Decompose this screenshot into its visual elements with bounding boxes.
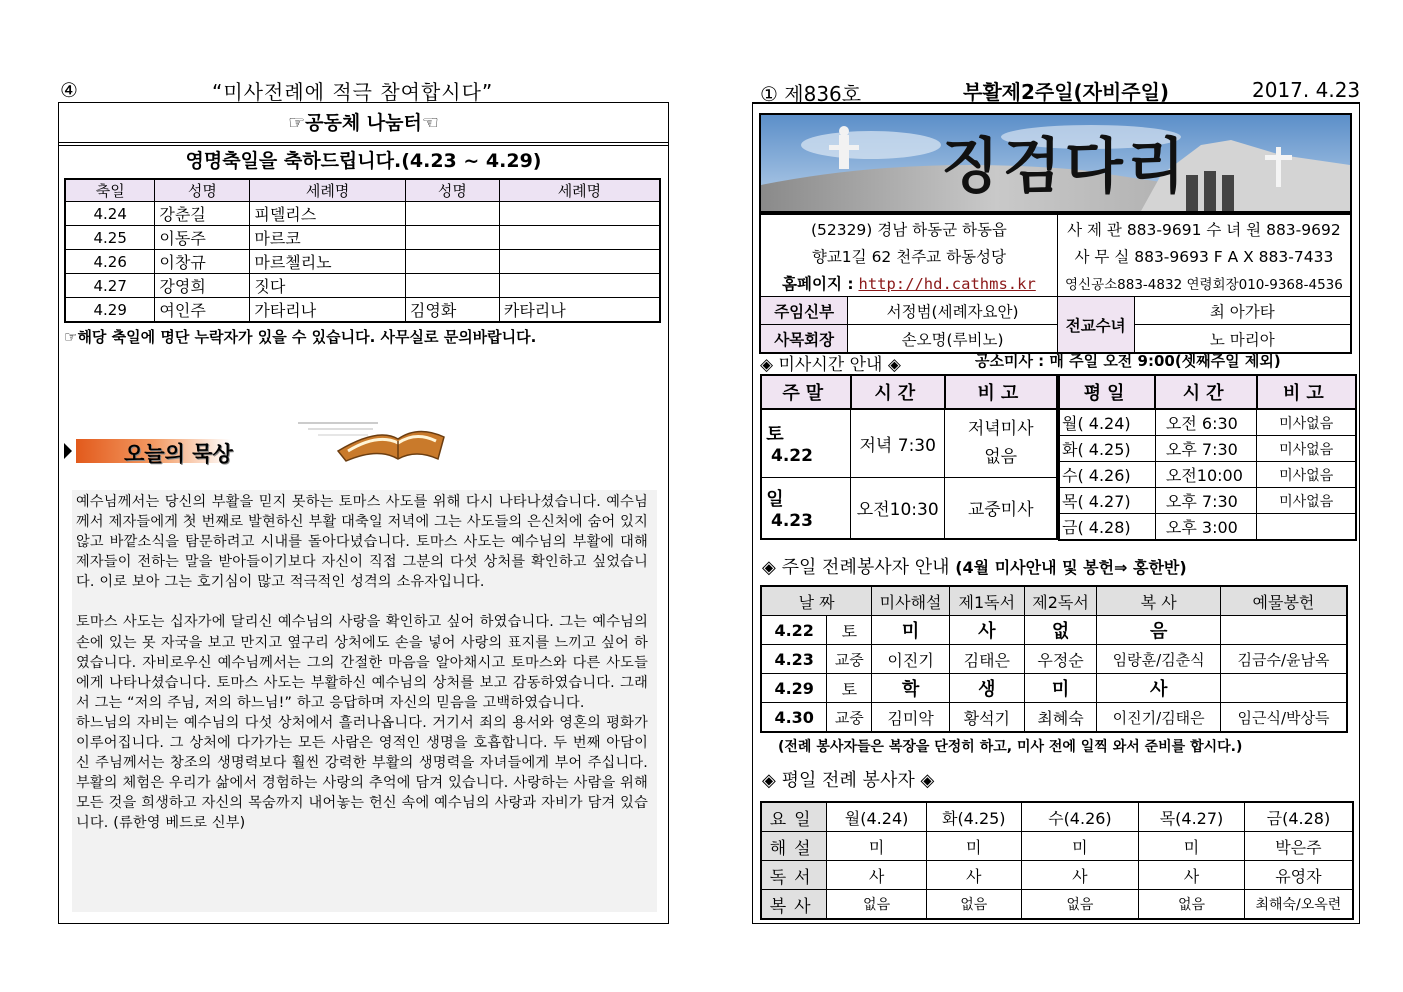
feast-name: [405, 202, 499, 226]
weekend-day-cell: [761, 477, 851, 539]
homepage-row: [760, 269, 1057, 297]
weekend-time: 오전10:30: [851, 477, 945, 539]
weekday-note: 미사없음: [1257, 409, 1356, 436]
feast-date: 4.24: [65, 202, 155, 226]
council-label: 사목회장: [760, 325, 848, 354]
weekday-servers-title: ◈ 평일 전례 봉사자 ◈: [762, 770, 935, 791]
address-line: (52329) 경남 하동군 하동읍: [760, 214, 1057, 242]
table-row: [1059, 514, 1356, 541]
servers-cell: 우정순: [1024, 645, 1097, 674]
servers-cell: 김태은: [949, 645, 1024, 674]
weekend-date: 4.22: [771, 446, 813, 467]
meditation-paragraph: 하느님의 자비는 예수님의 다섯 상처에서 흘러나옵니다. 거기서 죄의 용서와 영혼의 평화가 이루어집니다. 그 상처에 다가가는 모든 사람은 영적인 생명을 호흡합니다. 두 번째 아담이신 주님께서는 창조의 생명력보다 훨씬 강력한 부활의 생명력을 자녀들에게 부어 주십니다. 부활의 체험은 우리가 삶에서 경험하는 사랑의 추억에 담겨 있습니다. 사랑하는 사람을 위해 모든 것을 희생하고 자신의 목숨까지 내어놓는 헌신 속에 예수님의 사랑과 자비가 담겨 있습니다. (류한영 베드로 신부): [76, 714, 648, 832]
feast-header: 축일: [65, 179, 155, 202]
servers-note: (전례 봉사자들은 복장을 단정히 하고, 미사 전에 일찍 와서 준비를 합시다.): [778, 739, 1243, 755]
table-row: [65, 274, 660, 298]
weekday-servers-day: 수(4.26): [1021, 802, 1139, 832]
weekday-servers-label: 독서: [761, 861, 827, 890]
servers-date: 4.29: [761, 674, 827, 703]
servers-cell: 사: [949, 616, 1024, 645]
weekend-mass-table: [760, 374, 1058, 540]
servers-date: 4.22: [761, 616, 827, 645]
sunday-servers-table: [760, 585, 1348, 733]
feast-header: 성명: [155, 179, 250, 202]
mass-time-title: ◈ 미사시간 안내 ◈: [760, 355, 901, 375]
servers-cell: 음: [1097, 616, 1221, 645]
weekday-servers-day: 금(4.28): [1244, 802, 1353, 832]
weekend-day: 일: [766, 488, 784, 510]
weekday-servers-day: 화(4.25): [926, 802, 1021, 832]
servers-type: 토: [827, 616, 872, 645]
weekend-day-cell: [761, 409, 851, 477]
table-row: [761, 674, 1347, 703]
weekend-note: 교중미사: [945, 477, 1057, 539]
weekend-date: 4.23: [771, 510, 813, 531]
weekday-time: 오후 3:00: [1155, 514, 1256, 541]
table-row: [761, 409, 1057, 477]
phone-line: 사 무 실 883-9693 F A X 883-7433: [1074, 247, 1334, 266]
page-number: ④: [60, 78, 78, 102]
weekday-mass-table: [1058, 374, 1357, 541]
table-row: [65, 202, 660, 226]
servers-cell: 이진기/김태은: [1097, 703, 1221, 733]
servers-type: 토: [827, 674, 872, 703]
divider: [58, 142, 669, 143]
feast-note: ☞해당 축일에 명단 누락자가 있을 수 있습니다. 사무실로 문의바랍니다.: [64, 328, 537, 346]
issue-number: ① 제836호: [760, 82, 862, 106]
weekday-servers-cell: 미: [926, 832, 1021, 861]
servers-cell: 사: [1097, 674, 1221, 703]
table-row: [761, 890, 1353, 920]
feast-baptism: 피델리스: [250, 202, 406, 226]
weekday-note: 미사없음: [1257, 436, 1356, 462]
weekday-note: 미사없음: [1257, 462, 1356, 488]
servers-cell: 임근식/박상득: [1220, 703, 1347, 733]
feast-table: [64, 178, 661, 323]
servers-header: 복 사: [1097, 586, 1221, 616]
pastor-name: 서정범(세례자요안): [848, 297, 1058, 325]
servers-cell: 생: [949, 674, 1024, 703]
feast-baptism: [499, 226, 660, 250]
issue-date: 2017. 4.23: [1252, 78, 1361, 102]
servers-cell: 미: [1024, 674, 1097, 703]
weekday-time: 오후 7:30: [1155, 488, 1256, 514]
servers-cell: 미: [872, 616, 950, 645]
sister-name: 노 마리아: [1134, 325, 1351, 354]
phone-line: 사 제 관 883-9691 수 녀 원 883-9692: [1067, 220, 1341, 239]
servers-cell: [1220, 616, 1347, 645]
servers-cell: 황석기: [949, 703, 1024, 733]
weekday-servers-cell: 미: [827, 832, 927, 861]
weekday-servers-cell: 최해숙/오옥련: [1244, 890, 1353, 920]
feast-date: 4.27: [65, 274, 155, 298]
servers-cell: 김금수/윤남옥: [1220, 645, 1347, 674]
church-info-table: [759, 213, 1352, 354]
homepage-link[interactable]: http://hd.cathms.kr: [858, 274, 1036, 293]
weekday-header: 비고: [1257, 375, 1356, 409]
feast-name: [405, 226, 499, 250]
table-row: [761, 703, 1347, 733]
weekend-header: 시간: [851, 375, 945, 409]
table-row: [761, 477, 1057, 539]
bible-book-icon: [298, 415, 448, 469]
weekday-servers-cell: 없음: [827, 890, 927, 920]
weekday-day: 금( 4.28): [1059, 514, 1155, 541]
feast-name: 강춘길: [155, 202, 250, 226]
feast-baptism: 마르코: [250, 226, 406, 250]
table-row: [761, 802, 1353, 832]
feast-name: 이동주: [155, 226, 250, 250]
servers-header: 제1독서: [949, 586, 1024, 616]
servers-date: 4.30: [761, 703, 827, 733]
weekday-servers-day: 월(4.24): [827, 802, 927, 832]
table-row: [761, 861, 1353, 890]
weekend-note: 저녁미사 없음: [945, 409, 1057, 477]
feast-date: 4.29: [65, 298, 155, 323]
address-line: 향교1길 62 천주교 하동성당: [760, 242, 1057, 269]
meditation-paragraph: 토마스 사도는 십자가에 달리신 예수님의 사랑을 확인하고 싶어 하였습니다. 그는 예수님의 손에 있는 못 자국을 보고 만지고 옆구리 상처에도 손을 넣어 사랑의 표지를 느끼고 싶어 하였습니다. 자비로우신 예수님께서는 그의 간절한 마음을 알아채시고 토마스와 다른 사도들에게 나타나셨습니다. 토마스 사도는 부활하신 예수님의 상처를 보고 감동하였습니다. 그래서 그는 “저의 주님, 저의 하느님!” 하고 응답하며 자신의 믿음을 고백하였습니다.: [76, 614, 648, 711]
feast-header: 세례명: [250, 179, 406, 202]
weekday-servers-cell: 사: [1139, 861, 1245, 890]
servers-header: 미사해설: [872, 586, 950, 616]
weekday-servers-cell: 사: [1021, 861, 1139, 890]
feast-name: 여인주: [155, 298, 250, 323]
feast-date: 4.25: [65, 226, 155, 250]
feast-baptism: 카타리나: [499, 298, 660, 323]
weekday-servers-cell: 사: [926, 861, 1021, 890]
table-row: [761, 832, 1353, 861]
servers-cell: 김미악: [872, 703, 950, 733]
weekday-time: 오후 7:30: [1155, 436, 1256, 462]
bulletin-banner: [759, 113, 1352, 213]
servers-title: [762, 553, 1187, 579]
weekday-servers-day: 목(4.27): [1139, 802, 1245, 832]
weekday-servers-cell: 박은주: [1244, 832, 1353, 861]
table-row: [761, 645, 1347, 674]
feast-name: [405, 250, 499, 274]
weekday-servers-cell: 미: [1139, 832, 1245, 861]
weekday-servers-label: 복사: [761, 890, 827, 920]
weekday-header: 시간: [1155, 375, 1256, 409]
weekend-day: 토: [766, 424, 784, 446]
weekday-time: 오전10:00: [1155, 462, 1256, 488]
feast-header-row: [65, 179, 660, 202]
feast-baptism: 짓다: [250, 274, 406, 298]
servers-cell: 임랑훈/김춘식: [1097, 645, 1221, 674]
servers-header: 날 짜: [761, 586, 872, 616]
feast-name: 강영희: [155, 274, 250, 298]
feast-name: 김영화: [405, 298, 499, 323]
meditation-text: [76, 492, 648, 834]
servers-cell: 이진기: [872, 645, 950, 674]
weekend-time: 저녁 7:30: [851, 409, 945, 477]
feast-header: 성명: [405, 179, 499, 202]
feast-baptism: [499, 274, 660, 298]
weekday-servers-label: 해설: [761, 832, 827, 861]
weekday-day: 수( 4.26): [1059, 462, 1155, 488]
meditation-paragraph: 예수님께서는 당신의 부활을 믿지 못하는 토마스 사도를 위해 다시 나타나셨습니다. 예수님께서 제자들에게 첫 번째로 발현하신 부활 대축일 저녁에 그는 사도들의 은신처에 숨어 있지 않고 바깥소식을 탐문하려고 시내를 돌아다녔습니다. 토마스 사도는 예수님의 부활에 대해 제자들이 전하는 말을 받아들이기보다 자신이 직접 그분의 다섯 상처를 확인하고 싶었습니다. 이로 보아 그는 호기심이 많고 적극적인 성격의 소유자입니다.: [76, 494, 648, 591]
servers-title-text: ◈ 주일 전례봉사자 안내: [762, 557, 950, 578]
weekday-header: 평일: [1059, 375, 1155, 409]
meditation-title: 오늘의 묵상: [124, 442, 233, 466]
community-title: ☞공동체 나눔터☜: [288, 112, 439, 134]
table-row: [65, 226, 660, 250]
table-row: [761, 616, 1347, 645]
weekday-note: 미사없음: [1257, 488, 1356, 514]
homepage-label: 홈페이지 :: [782, 274, 854, 293]
weekday-servers-cell: 유영자: [1244, 861, 1353, 890]
weekday-servers-cell: 없음: [1139, 890, 1245, 920]
servers-header: 제2독서: [1024, 586, 1097, 616]
feast-baptism: 가타리나: [250, 298, 406, 323]
weekday-servers-cell: 미: [1021, 832, 1139, 861]
weekday-servers-table: [760, 801, 1354, 920]
feast-date: 4.26: [65, 250, 155, 274]
weekday-servers-cell: 없음: [926, 890, 1021, 920]
sister-name: 최 아가타: [1134, 297, 1351, 325]
weekday-time: 오전 6:30: [1155, 409, 1256, 436]
feast-baptism: 마르첼리노: [250, 250, 406, 274]
weekday-servers-label: 요일: [761, 802, 827, 832]
servers-type: 교중: [827, 645, 872, 674]
weekday-servers-cell: 없음: [1021, 890, 1139, 920]
council-name: 손오명(루비노): [848, 325, 1058, 354]
sunday-title: 부활제2주일(자비주일): [963, 80, 1170, 104]
weekday-servers-cell: 사: [827, 861, 927, 890]
servers-header: 예물봉헌: [1220, 586, 1347, 616]
feast-title: 영명축일을 축하드립니다.(4.23 ~ 4.29): [185, 150, 542, 172]
servers-subtitle: (4월 미사안내 및 봉헌⇒ 홍한반): [955, 558, 1187, 577]
servers-type: 교중: [827, 703, 872, 733]
servers-cell: 학: [872, 674, 950, 703]
phone-line: 영신공소883-4832 연령회장010-9368-4536: [1057, 269, 1351, 297]
feast-baptism: [499, 202, 660, 226]
weekday-day: 월( 4.24): [1059, 409, 1155, 436]
servers-cell: 최혜숙: [1024, 703, 1097, 733]
table-row: [1059, 488, 1356, 514]
table-row: [1059, 409, 1356, 436]
feast-header: 세례명: [499, 179, 660, 202]
weekday-day: 목( 4.27): [1059, 488, 1155, 514]
page-slogan: “미사전례에 적극 참여합시다”: [212, 80, 494, 104]
weekend-header: 비고: [945, 375, 1057, 409]
table-row: [65, 250, 660, 274]
servers-cell: 없: [1024, 616, 1097, 645]
table-row: [1059, 436, 1356, 462]
feast-name: [405, 274, 499, 298]
feast-name: 이창규: [155, 250, 250, 274]
weekday-note: [1257, 514, 1356, 541]
servers-date: 4.23: [761, 645, 827, 674]
sister-label: 전교수녀: [1057, 297, 1134, 354]
servers-cell: [1220, 674, 1347, 703]
pastor-label: 주임신부: [760, 297, 848, 325]
mission-mass-note: 공소미사 : 매 주일 오전 9:00(셋째주일 제외): [975, 352, 1281, 370]
table-row: [1059, 462, 1356, 488]
weekday-day: 화( 4.25): [1059, 436, 1155, 462]
weekend-header: 주말: [761, 375, 851, 409]
banner-title: 징검다리: [941, 132, 1189, 202]
feast-baptism: [499, 250, 660, 274]
table-row: [65, 298, 660, 323]
